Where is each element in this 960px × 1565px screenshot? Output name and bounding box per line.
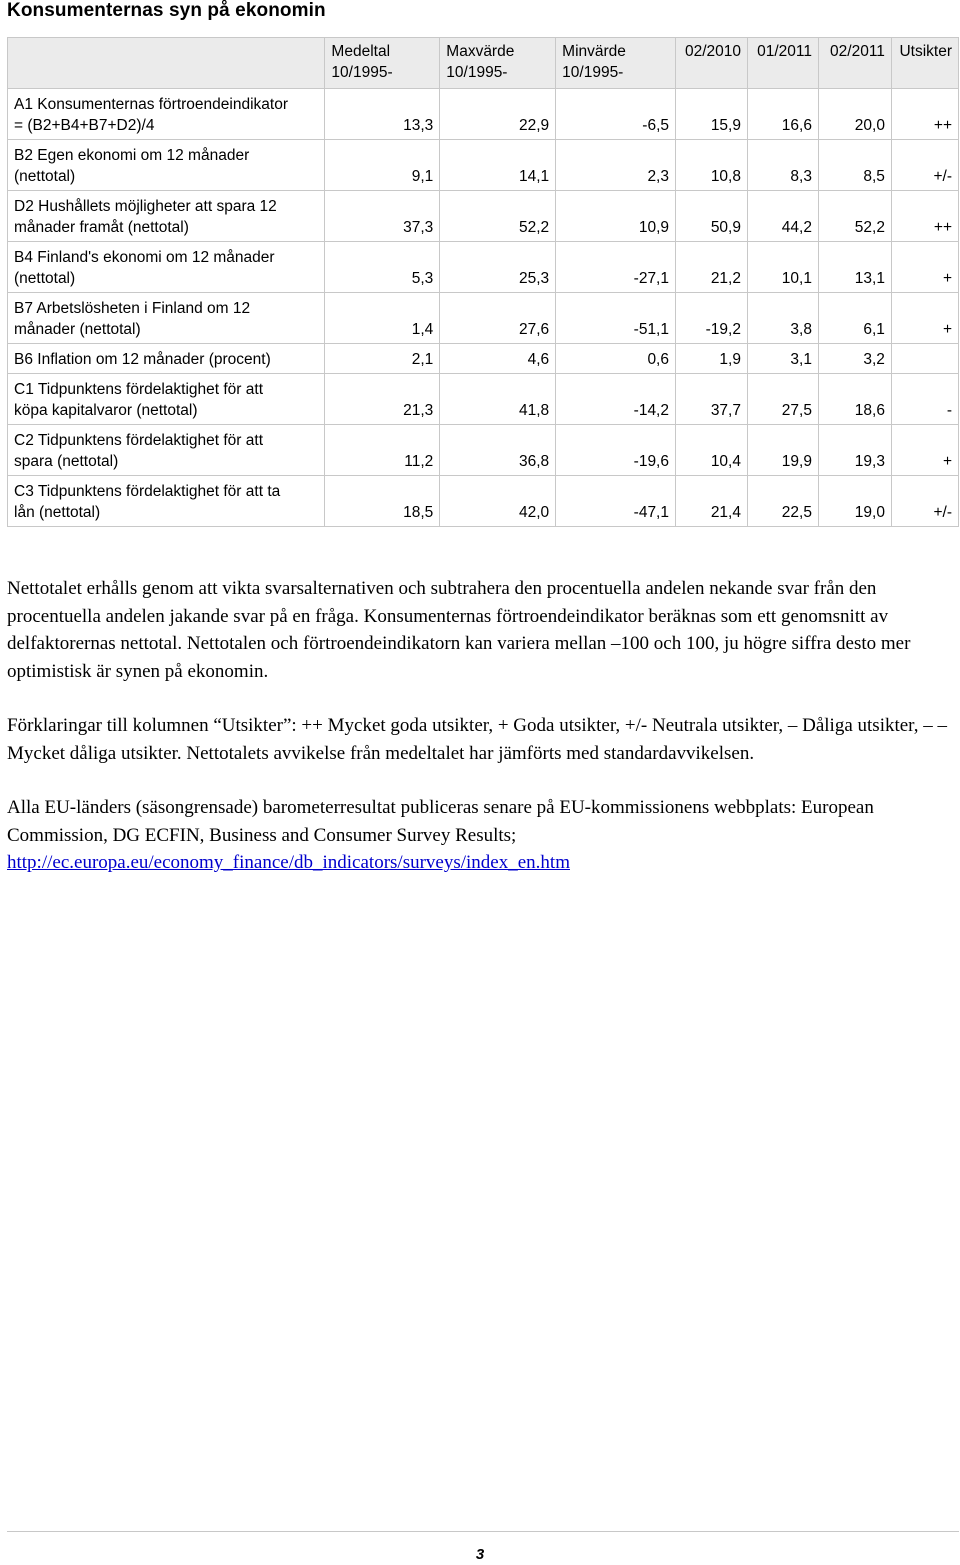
value-cell: -6,5 (556, 89, 676, 140)
value-cell: 4,6 (440, 344, 556, 374)
value-cell: 19,3 (818, 425, 891, 476)
value-cell: 36,8 (440, 425, 556, 476)
value-cell: 22,5 (747, 476, 818, 527)
value-cell: 2,3 (556, 140, 676, 191)
table-row (8, 140, 959, 191)
outlook-cell (891, 344, 958, 374)
indicator-label (8, 425, 325, 476)
column-header-line: 10/1995- (446, 64, 508, 81)
column-header (676, 38, 748, 89)
value-cell: -51,1 (556, 293, 676, 344)
value-cell: 20,0 (818, 89, 891, 140)
survey-results-link[interactable]: http://ec.europa.eu/economy_finance/db_indicators/surveys/index_en.htm (7, 852, 570, 873)
indicator-label-line: B6 Inflation om 12 månader (procent) (14, 351, 271, 368)
indicator-label (8, 242, 325, 293)
value-cell: 10,9 (556, 191, 676, 242)
indicator-label-line: lån (nettotal) (14, 504, 101, 521)
value-cell: 14,1 (440, 140, 556, 191)
value-cell: -19,6 (556, 425, 676, 476)
outlook-cell: +/- (891, 140, 958, 191)
indicator-label-line: C3 Tidpunktens fördelaktighet för att ta (14, 483, 281, 500)
indicator-label-line: D2 Hushållets möjligheter att spara 12 (14, 198, 277, 215)
table-row (8, 293, 959, 344)
table-row (8, 425, 959, 476)
outlook-cell: + (891, 425, 958, 476)
table-row (8, 242, 959, 293)
indicator-label-line: månader (nettotal) (14, 321, 141, 338)
value-cell: 10,1 (747, 242, 818, 293)
value-cell: 1,4 (325, 293, 440, 344)
indicator-label-line: C2 Tidpunktens fördelaktighet för att (14, 432, 264, 449)
value-cell: 9,1 (325, 140, 440, 191)
table-row (8, 374, 959, 425)
value-cell: -27,1 (556, 242, 676, 293)
table-row (8, 89, 959, 140)
indicator-label-line: C1 Tidpunktens fördelaktighet för att (14, 381, 264, 398)
indicator-label-line: B4 Finland's ekonomi om 12 månader (14, 249, 275, 266)
value-cell: 8,3 (747, 140, 818, 191)
column-header (556, 38, 676, 89)
value-cell: 8,5 (818, 140, 891, 191)
indicator-label (8, 191, 325, 242)
value-cell: 27,6 (440, 293, 556, 344)
column-header-line: Minvärde (562, 43, 626, 60)
outlook-cell: - (891, 374, 958, 425)
value-cell: 11,2 (325, 425, 440, 476)
table-body (8, 89, 959, 527)
indicator-label-line: (nettotal) (14, 270, 76, 287)
table-row (8, 191, 959, 242)
eu-results-note (7, 794, 959, 877)
value-cell: 37,7 (676, 374, 748, 425)
column-header-line: Maxvärde (446, 43, 515, 60)
value-cell: 16,6 (747, 89, 818, 140)
outlook-cell: +/- (891, 476, 958, 527)
indicator-table (7, 37, 959, 527)
value-cell: 6,1 (818, 293, 891, 344)
column-header-line: 01/2011 (757, 43, 812, 60)
column-header-line: 10/1995- (562, 64, 624, 81)
nettotal-explanation: Nettotalet erhålls genom att vikta svarsalternativen och subtrahera den procentuella andelen nekande svar från den procentuella andelen jakande svar på en fråga. Konsumenternas förtroendeindikator beräknas som ett genomsnitt av delfaktorernas nettotal. Nettotalen och förtroendeindikatorn kan variera mellan –100 och 100, ju högre siffra desto mer optimistisk är synen på ekonomin. (7, 578, 911, 682)
column-header (891, 38, 958, 89)
column-header (818, 38, 891, 89)
value-cell: 21,2 (676, 242, 748, 293)
outlook-cell: ++ (891, 191, 958, 242)
value-cell: 41,8 (440, 374, 556, 425)
eu-results-text: Alla EU-länders (säsongrensade) barometerresultat publiceras senare på EU-kommissionens webbplats: European Commission, DG ECFIN, Business and Consumer Survey Results; (7, 797, 874, 846)
table-row (8, 344, 959, 374)
page-title: Konsumenternas syn på ekonomin (7, 0, 326, 21)
column-header (8, 38, 325, 89)
column-header (325, 38, 440, 89)
value-cell: 25,3 (440, 242, 556, 293)
value-cell: 21,3 (325, 374, 440, 425)
value-cell: -19,2 (676, 293, 748, 344)
indicator-label (8, 476, 325, 527)
indicator-label (8, 374, 325, 425)
column-header-line: 02/2010 (684, 43, 741, 60)
value-cell: 13,3 (325, 89, 440, 140)
indicator-label-line: (nettotal) (14, 168, 76, 185)
table-header-row (8, 38, 959, 89)
value-cell: 52,2 (818, 191, 891, 242)
column-header (747, 38, 818, 89)
value-cell: 19,0 (818, 476, 891, 527)
column-header (440, 38, 556, 89)
value-cell: 21,4 (676, 476, 748, 527)
column-header-line: 02/2011 (830, 43, 885, 60)
column-header-line: Utsikter (899, 43, 952, 60)
column-header-line: Medeltal (331, 43, 391, 60)
outlook-cell: + (891, 293, 958, 344)
indicator-label-line: köpa kapitalvaror (nettotal) (14, 402, 198, 419)
value-cell: 3,2 (818, 344, 891, 374)
value-cell: 52,2 (440, 191, 556, 242)
value-cell: 42,0 (440, 476, 556, 527)
outlook-legend-explanation: Förklaringar till kolumnen “Utsikter”: ++ Mycket goda utsikter, + Goda utsikter, +/- Neutrala utsikter, – Dåliga utsikter, – – Mycket dåliga utsikter. Nettotalets avvikelse från medeltalet har jämförts med standardavvikelsen. (7, 715, 947, 764)
value-cell: 3,8 (747, 293, 818, 344)
value-cell: 3,1 (747, 344, 818, 374)
value-cell: 1,9 (676, 344, 748, 374)
indicator-label-line: A1 Konsumenternas förtroendeindikator (14, 96, 288, 113)
indicator-label-line: B2 Egen ekonomi om 12 månader (14, 147, 250, 164)
value-cell: 10,4 (676, 425, 748, 476)
value-cell: 18,6 (818, 374, 891, 425)
value-cell: 15,9 (676, 89, 748, 140)
value-cell: -14,2 (556, 374, 676, 425)
footer-divider (7, 1531, 959, 1532)
column-header-line: 10/1995- (331, 64, 393, 81)
value-cell: 2,1 (325, 344, 440, 374)
indicator-label (8, 89, 325, 140)
value-cell: -47,1 (556, 476, 676, 527)
value-cell: 10,8 (676, 140, 748, 191)
indicator-label (8, 293, 325, 344)
value-cell: 50,9 (676, 191, 748, 242)
indicator-label (8, 140, 325, 191)
value-cell: 0,6 (556, 344, 676, 374)
indicator-label-line: månader framåt (nettotal) (14, 219, 189, 236)
outlook-cell: ++ (891, 89, 958, 140)
indicator-label (8, 344, 325, 374)
value-cell: 44,2 (747, 191, 818, 242)
indicator-label-line: spara (nettotal) (14, 453, 119, 470)
value-cell: 19,9 (747, 425, 818, 476)
value-cell: 18,5 (325, 476, 440, 527)
value-cell: 37,3 (325, 191, 440, 242)
indicator-label-line: B7 Arbetslösheten i Finland om 12 (14, 300, 251, 317)
value-cell: 22,9 (440, 89, 556, 140)
explanatory-text (7, 575, 959, 904)
value-cell: 5,3 (325, 242, 440, 293)
value-cell: 13,1 (818, 242, 891, 293)
value-cell: 27,5 (747, 374, 818, 425)
outlook-cell: + (891, 242, 958, 293)
page-number: 3 (475, 1546, 485, 1563)
table-row (8, 476, 959, 527)
indicator-label-line: = (B2+B4+B7+D2)/4 (14, 117, 155, 134)
